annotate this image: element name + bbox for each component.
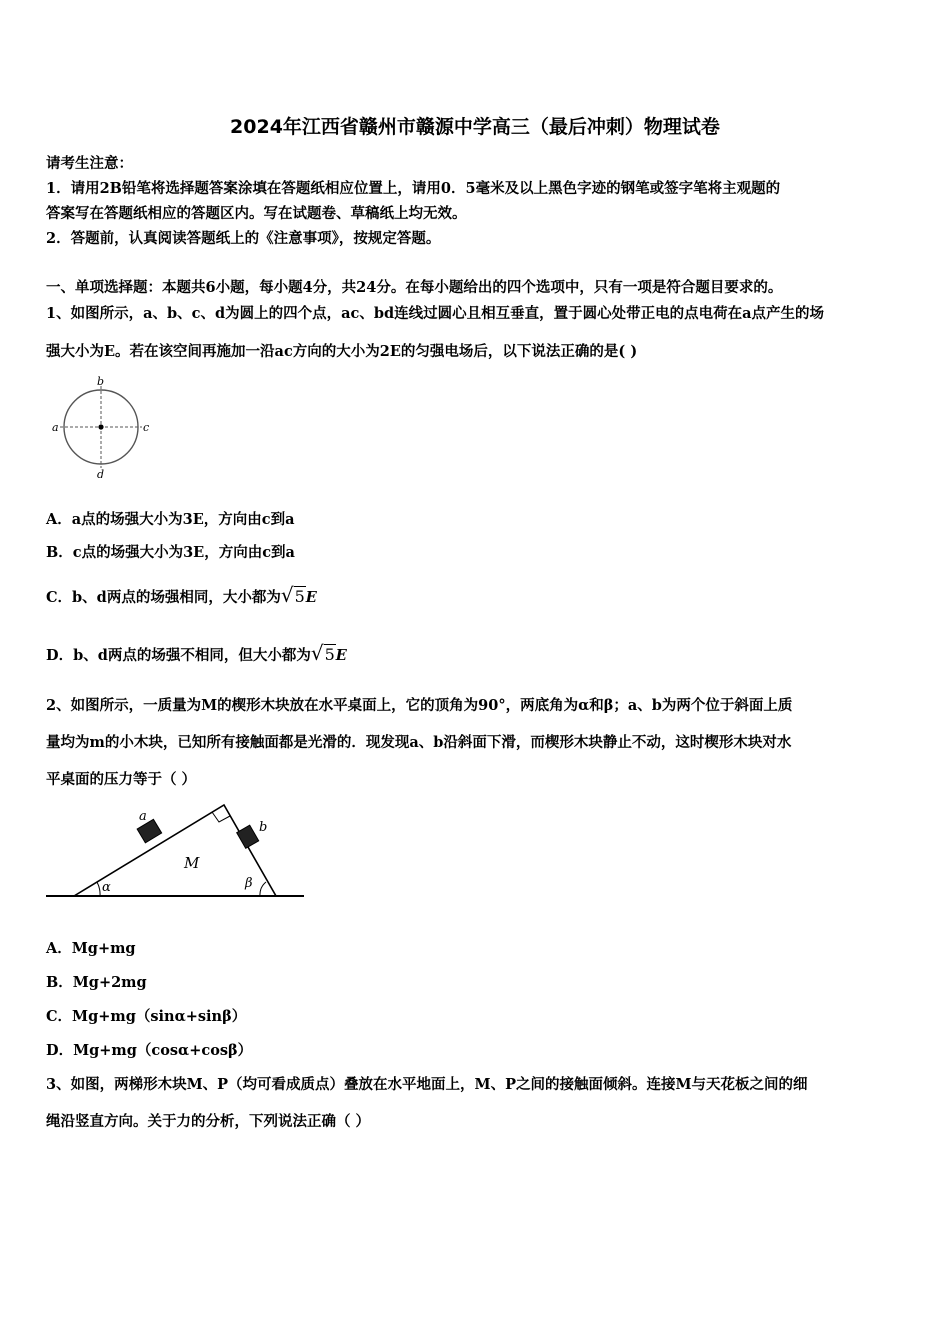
- q2-text-line2: 量均为m的小木块，已知所有接触面都是光滑的．现发现a、b沿斜面下滑，而楔形木块静止不动，这时楔形木块对水: [46, 734, 792, 751]
- q2-text-line1: 2、如图所示，一质量为M的楔形木块放在水平桌面上，它的顶角为90°，两底角为α和β；a、b为两个位于斜面上质: [46, 697, 793, 714]
- q1-text-line2: 强大小为E。若在该空间再施加一沿ac方向的大小为2E的匀强电场后，以下说法正确的是( ): [46, 343, 638, 360]
- label-c: c: [143, 421, 150, 434]
- sqrt-sign: √: [310, 641, 324, 665]
- q1-circle-figure: [50, 374, 155, 482]
- alpha-arc: [97, 882, 100, 896]
- right-angle-mark: [212, 812, 230, 822]
- sqrt-arg: 5: [324, 645, 335, 664]
- q2-option-c: C．Mg+mg（sinα+sinβ）: [46, 1008, 247, 1025]
- q2-option-a: A．Mg+mg: [46, 940, 136, 957]
- q1-option-d-text: D．b、d两点的场强不相同，但大小都为: [46, 647, 311, 664]
- label-d: d: [97, 468, 105, 481]
- q3-text-line2: 绳沿竖直方向。关于力的分析，下列说法正确（ ）: [46, 1113, 371, 1130]
- beta-arc: [260, 882, 266, 896]
- label-b: b: [259, 820, 268, 835]
- label-a: a: [52, 421, 59, 434]
- q2-text-line3: 平桌面的压力等于（ ）: [46, 771, 197, 788]
- notice-item-1b: 答案写在答题纸相应的答题区内。写在试题卷、草稿纸上均无效。: [46, 205, 467, 222]
- q1-option-c: [46, 583, 317, 607]
- label-M: M: [184, 854, 200, 872]
- label-b: b: [97, 375, 105, 388]
- label-alpha: α: [102, 880, 111, 895]
- section-heading: 一、单项选择题：本题共6小题，每小题4分，共24分。在每小题给出的四个选项中，只有一项是符合题目要求的。: [46, 279, 783, 296]
- q3-text-line1: 3、如图，两梯形木块M、P（均可看成质点）叠放在水平地面上，M、P之间的接触面倾斜。连接M与天花板之间的细: [46, 1076, 808, 1093]
- e-symbol: E: [335, 647, 347, 664]
- q1-option-a: A．a点的场强大小为3E，方向由c到a: [46, 511, 295, 528]
- notice-item-1a: 1．请用2B铅笔将选择题答案涂填在答题纸相应位置上，请用0．5毫米及以上黑色字迹的钢笔或签字笔将主观题的: [46, 180, 781, 197]
- sqrt-sign: √: [280, 583, 294, 607]
- q1-option-c-text: C．b、d两点的场强相同，大小都为: [46, 589, 281, 606]
- e-symbol: E: [305, 589, 317, 606]
- sqrt-arg: 5: [294, 587, 305, 606]
- q2-option-b: B．Mg+2mg: [46, 974, 147, 991]
- q1-text-line1: 1、如图所示，a、b、c、d为圆上的四个点，ac、bd连线过圆心且相互垂直，置于圆心处带正电的点电荷在a点产生的场: [46, 305, 824, 322]
- q1-option-b: B．c点的场强大小为3E，方向由c到a: [46, 544, 295, 561]
- center-charge: [98, 424, 103, 429]
- notice-heading: 请考生注意：: [46, 155, 133, 172]
- block-b: [237, 825, 259, 848]
- notice-item-2: 2．答题前，认真阅读答题纸上的《注意事项》，按规定答题。: [46, 230, 441, 247]
- q2-option-d: D．Mg+mg（cosα+cosβ）: [46, 1042, 253, 1059]
- page-title: 2024年江西省赣州市赣源中学高三（最后冲刺）物理试卷: [230, 116, 720, 138]
- label-a: a: [139, 809, 147, 824]
- q2-wedge-figure: [46, 802, 308, 904]
- q1-option-d: [46, 641, 347, 665]
- label-beta: β: [245, 876, 253, 891]
